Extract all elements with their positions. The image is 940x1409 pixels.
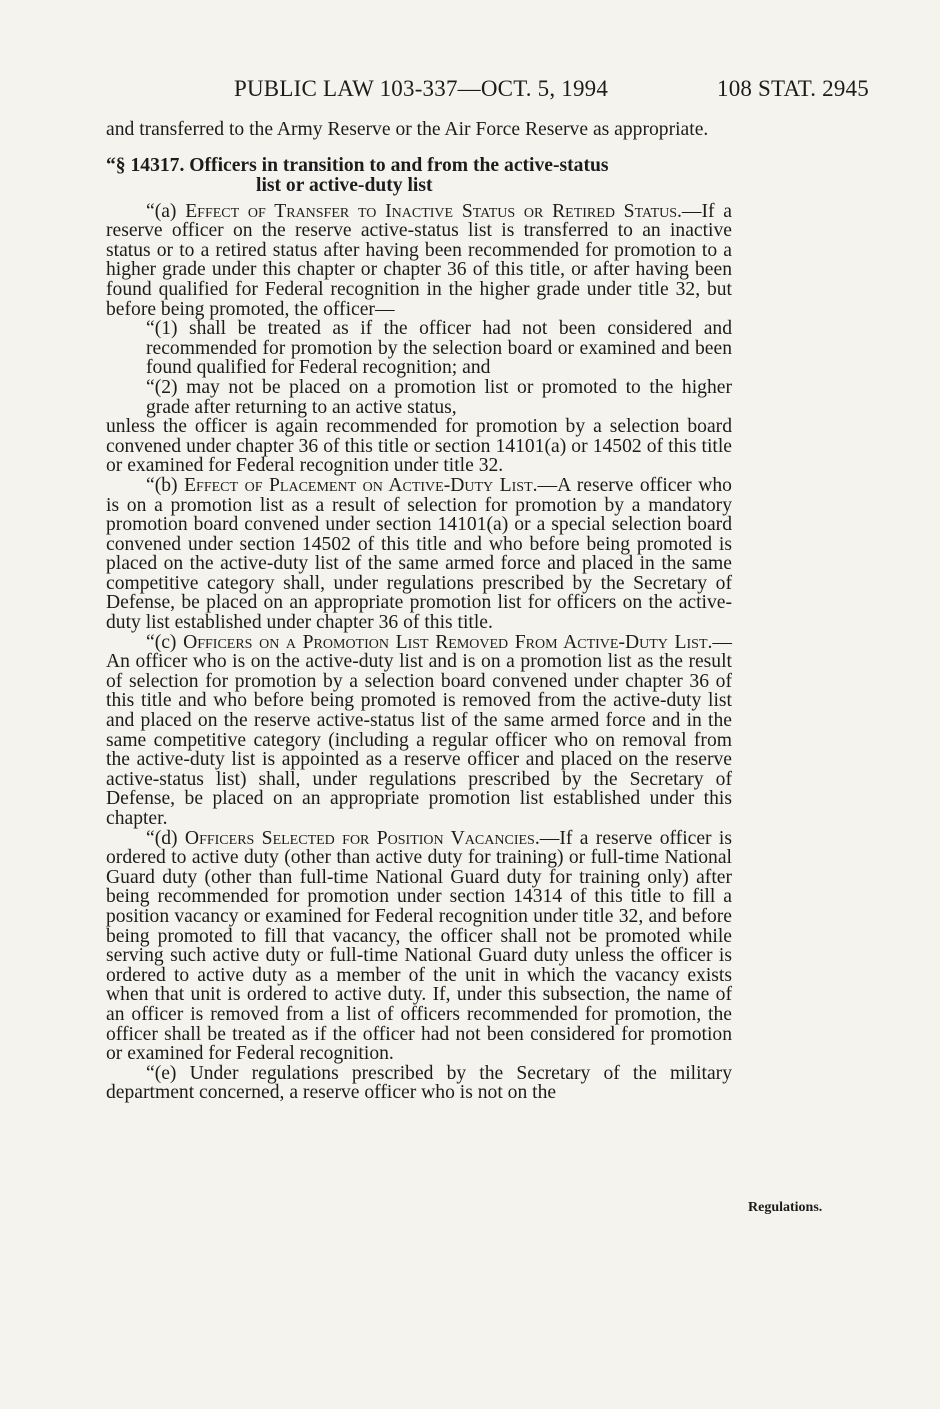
subsection-d <box>106 829 732 1064</box>
subsection-a-caption: Effect of Transfer to Inactive Status or Retired Status. <box>185 200 682 222</box>
intro-paragraph: and transferred to the Army Reserve or the Air Force Reserve as appropriate. <box>106 119 709 140</box>
subsection-a-text: —If a reserve officer on the reserve active-status list is transferred to an inactive status or to a retired status after having been recommended for promotion to a higher grade under this chapter or chapter 36 of this title, or after having been found qualified for Federal recognition in the higher grade under title 32, but before being promoted, the officer— <box>106 200 733 320</box>
margin-note-regulations: Regulations. <box>748 1200 823 1215</box>
subsection-b <box>106 476 732 633</box>
paragraph-a2: “(2) may not be placed on a promotion list or promoted to the higher grade after returning to an active status, <box>146 376 732 418</box>
subsection-a-tail: unless the officer is again recommended for promotion by a selection board convened under chapter 36 of this title or section 14101(a) or 14502 of this title or examined for Federal recognition under title 32. <box>106 416 732 477</box>
subsection-d-caption: Officers Selected for Position Vacancies. <box>184 827 540 849</box>
subsection-b-label: “(b) <box>146 474 185 496</box>
subsection-d-text: —If a reserve officer is ordered to active duty (other than active duty for training) or full-time National Guard duty (other than full-time National Guard duty for training only) after being recommended for promotion under section 14314 of this title to fill a position vacancy or examined for Federal recognition under title 32, and before being promoted to fill that vacancy, the officer shall not be promoted while serving such active duty or full-time National Guard duty unless the officer is ordered to active duty as a member of the unit in which the vacancy exists when that unit is ordered to active duty. If, under this subsection, the name of an officer is removed from a list of officers recommended for promotion, the officer shall be treated as if the officer had not been considered for promotion or examined for Federal recognition. <box>106 827 733 1065</box>
subsection-c <box>106 633 732 829</box>
statute-page-number: 108 STAT. 2945 <box>717 76 869 101</box>
section-heading-line2: list or active-duty list <box>256 174 433 196</box>
subsection-a-label: “(a) <box>146 200 186 222</box>
running-header <box>0 76 940 106</box>
subsection-b-text: —A reserve officer who is on a promotion list as a result of selection for promotion by a mandatory promotion board convened under section 14101(a) or a special selection board convened under section 14502 of this title and who before being promoted is placed on the active-duty list of the same armed force and placed in the same competitive category shall, under regulations prescribed by the Secretary of Defense, be placed on an appropriate promotion list for officers on the active-duty list established under chapter 36 of this title. <box>106 474 732 634</box>
section-heading <box>106 156 732 196</box>
subsection-c-caption: Officers on a Promotion List Removed From Active-Duty List. <box>183 631 713 653</box>
subsection-b-caption: Effect of Placement on Active-Duty List. <box>184 474 538 496</box>
subsection-a <box>106 202 732 320</box>
section-heading-line1: “§ 14317. Officers in transition to and from the active-status <box>106 154 609 176</box>
public-law-citation: PUBLIC LAW 103-337—OCT. 5, 1994 <box>234 76 609 101</box>
subsection-e: “(e) Under regulations prescribed by the Secretary of the military department concerned, a reserve officer who is not on the <box>106 1062 732 1104</box>
subsection-c-text: —An officer who is on the active-duty list and is on a promotion list as the result of selection for promotion by a selection board convened under chapter 36 of this title and who before being promoted is removed from the active-duty list and placed on the reserve active-status list of the same armed force and in the same competitive category (including a regular officer who on removal from the active-duty list is appointed as a reserve officer and placed on the reserve active-status list) shall, under regulations prescribed by the Secretary of Defense, be placed on an appropriate promotion list established under this chapter. <box>106 631 732 829</box>
subsection-d-label: “(d) <box>146 827 185 849</box>
subsection-c-label: “(c) <box>146 631 184 653</box>
paragraph-a1: “(1) shall be treated as if the officer had not been considered and recommended for promotion by the selection board or examined and been found qualified for Federal recognition; and <box>146 318 732 379</box>
body-text <box>106 120 732 1103</box>
